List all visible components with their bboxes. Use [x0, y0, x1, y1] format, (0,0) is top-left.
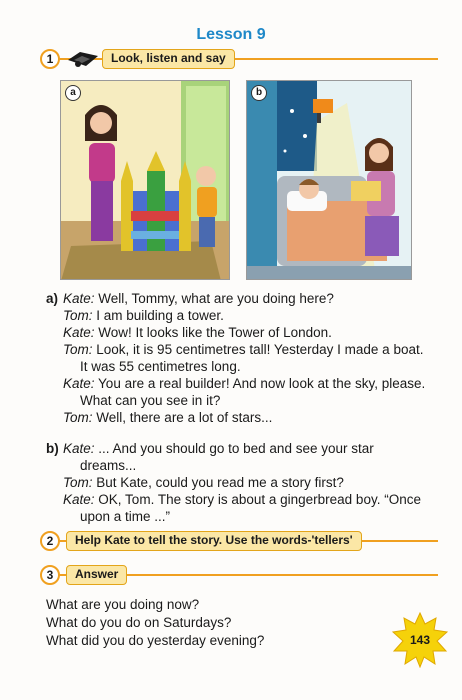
line-text: But Kate, could you read me a story first? — [96, 475, 344, 490]
line-continuation: It was 55 centimetres long. — [80, 359, 241, 374]
question: What did you do yesterday evening? — [46, 633, 265, 648]
speaker: Kate: — [63, 291, 95, 306]
line-continuation: upon a time ...” — [80, 509, 171, 524]
dialogue-b — [46, 440, 426, 525]
exercise-2-instruction: Help Kate to tell the story. Use the words-'tellers' — [66, 531, 362, 551]
lesson-title: Lesson 9 — [196, 26, 266, 43]
dialogue-line — [46, 307, 426, 324]
exercise-2-number: 2 — [40, 531, 60, 551]
picture-b-illustration — [247, 81, 412, 280]
line-text: Well, there are a lot of stars... — [96, 410, 273, 425]
picture-a — [60, 80, 230, 280]
exercise-1-number: 1 — [40, 49, 60, 69]
line-text: OK, Tom. The story is about a gingerbread boy. “Once — [98, 492, 421, 507]
page-number: 143 — [409, 633, 431, 647]
line-text: You are a real builder! And now look at the sky, please. — [98, 376, 426, 391]
dialogue-a — [46, 290, 426, 426]
speaker: Kate: — [63, 492, 95, 507]
line-continuation: What can you see in it? — [80, 393, 221, 408]
star-badge-icon — [392, 612, 448, 668]
picture-a-label: a — [65, 85, 81, 101]
dialogue-line — [46, 474, 426, 491]
question: What do you do on Saturdays? — [46, 615, 232, 630]
dialogue-line — [46, 324, 426, 341]
speaker: Tom: — [63, 475, 93, 490]
page-number-badge — [392, 612, 448, 673]
dialogue-b-marker: b) — [46, 441, 59, 456]
speaker: Tom: — [63, 410, 93, 425]
speaker: Kate: — [63, 376, 95, 391]
dialogue-a-marker: a) — [46, 291, 59, 306]
line-text: I am building a tower. — [96, 308, 224, 323]
speaker: Kate: — [63, 441, 95, 456]
picture-b — [246, 80, 412, 280]
picture-b-label: b — [251, 85, 267, 101]
line-text: Well, Tommy, what are you doing here? — [98, 291, 334, 306]
speaker: Tom: — [63, 342, 93, 357]
exercise-3-number: 3 — [40, 565, 60, 585]
exercise-1-instruction: Look, listen and say — [102, 49, 235, 69]
dialogue-line — [46, 491, 426, 508]
line-text: ... And you should go to bed and see your star — [98, 441, 374, 456]
line-text: Look, it is 95 centimetres tall! Yesterday I made a boat. — [96, 342, 424, 357]
dialogue-line — [46, 290, 426, 307]
exercise-3-instruction: Answer — [66, 565, 127, 585]
question: What are you doing now? — [46, 597, 200, 612]
dialogue-line — [46, 440, 426, 457]
picture-a-illustration — [61, 81, 230, 280]
dialogue-line — [46, 409, 426, 426]
line-continuation: dreams... — [80, 458, 137, 473]
speaker: Tom: — [63, 308, 93, 323]
dialogue-line — [46, 375, 426, 392]
line-text: Wow! It looks like the Tower of London. — [98, 325, 332, 340]
speaker: Kate: — [63, 325, 95, 340]
speaker-icon — [66, 48, 100, 70]
dialogue-line — [46, 341, 426, 358]
